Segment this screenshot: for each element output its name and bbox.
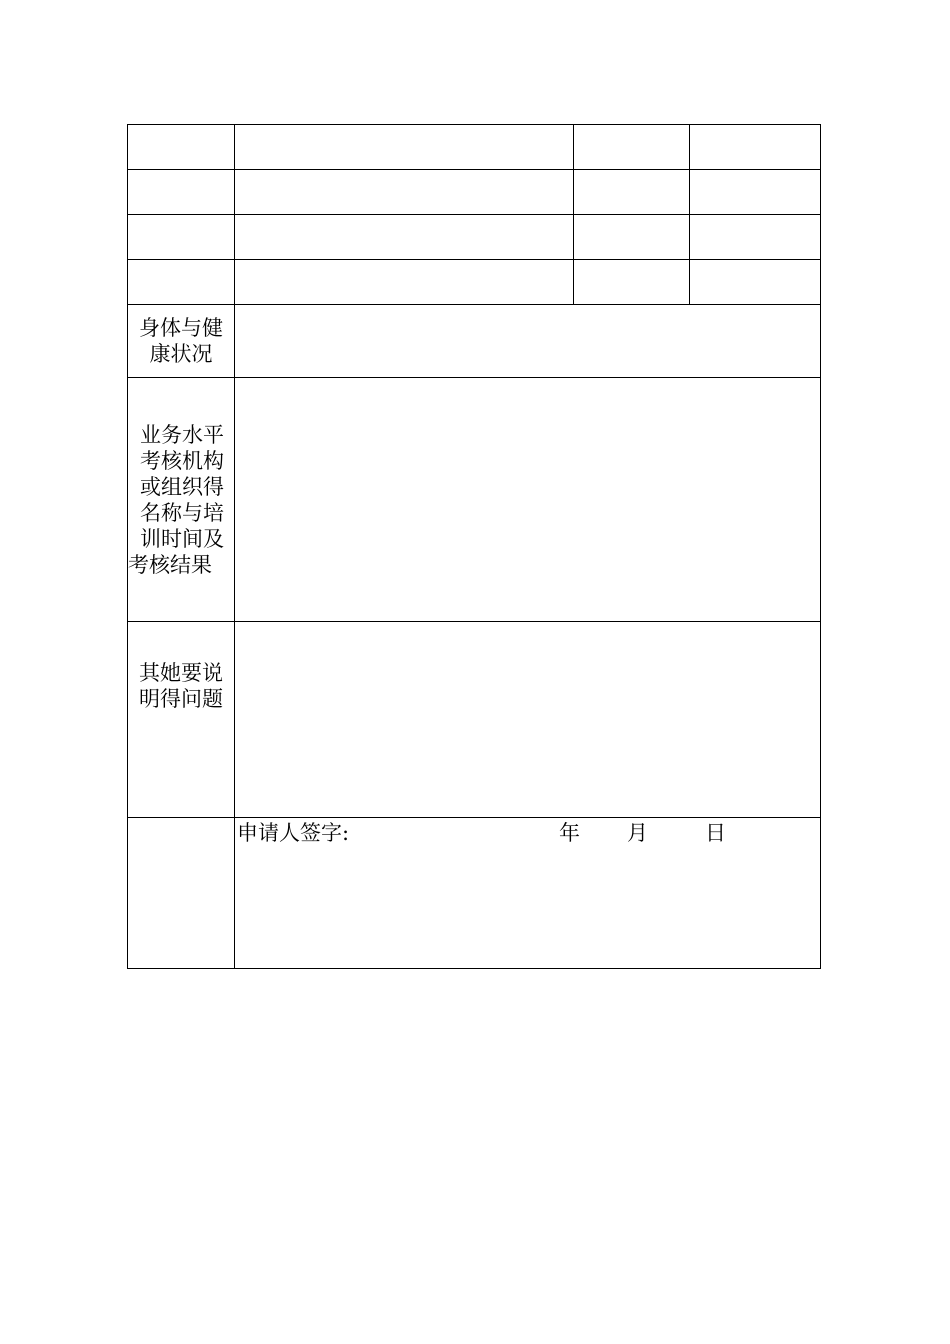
health-input-cell[interactable] [235,305,821,378]
other-issues-row [128,622,821,818]
applicant-signature-label: 申请人签字: [237,821,350,845]
application-form-table [127,124,821,969]
year-label: 年 [559,821,580,845]
blank-row-2 [128,170,821,215]
blank-cell[interactable] [574,125,690,170]
blank-row-1 [128,125,821,170]
blank-cell[interactable] [690,170,821,215]
signature-line [235,818,820,848]
blank-cell[interactable] [574,215,690,260]
blank-cell[interactable] [235,125,574,170]
blank-cell[interactable] [128,215,235,260]
other-issues-label: 其她要说 明得问题 [139,661,223,711]
blank-cell[interactable] [128,260,235,305]
blank-cell[interactable] [128,125,235,170]
other-issues-label-cell [128,622,235,818]
exam-label-cell [128,378,235,622]
blank-cell[interactable] [690,125,821,170]
exam-label: 业务水平 考核机构 或组织得 名称与培 训时间及 考核结果 [128,422,224,577]
signature-row [128,818,821,969]
other-issues-input-cell[interactable] [235,622,821,818]
blank-cell[interactable] [235,260,574,305]
signature-cell[interactable] [235,818,821,969]
blank-cell[interactable] [128,170,235,215]
blank-cell[interactable] [574,170,690,215]
exam-input-cell[interactable] [235,378,821,622]
exam-row [128,378,821,622]
blank-cell[interactable] [235,170,574,215]
blank-row-4 [128,260,821,305]
month-label: 月 [627,821,648,845]
blank-cell[interactable] [574,260,690,305]
day-label: 日 [705,821,726,845]
health-row [128,305,821,378]
blank-cell[interactable] [235,215,574,260]
signature-label-cell [128,818,235,969]
health-label-cell [128,305,235,378]
blank-cell[interactable] [690,215,821,260]
blank-cell[interactable] [690,260,821,305]
blank-row-3 [128,215,821,260]
health-label: 身体与健 康状况 [139,316,223,366]
